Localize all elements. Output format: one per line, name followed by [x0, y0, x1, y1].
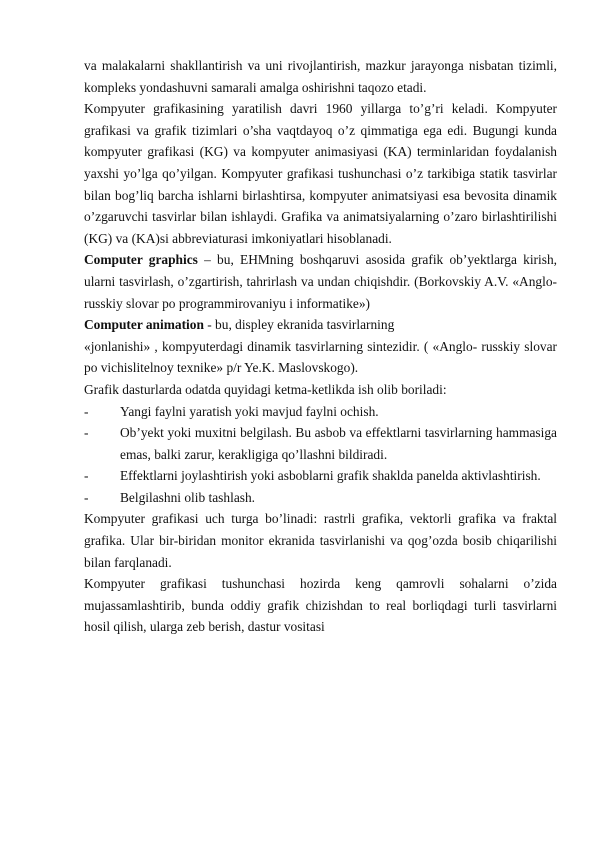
paragraph-computer-animation [84, 314, 557, 336]
term-computer-graphics: Computer graphics [84, 252, 198, 268]
paragraph-computer-graphics [84, 249, 557, 314]
list-item-text: Belgilashni olib tashlash. [120, 489, 256, 505]
list-item [84, 465, 557, 487]
list-item [84, 487, 557, 509]
bullet-marker: - [84, 468, 89, 484]
definition-computer-graphics: – bu, EHMning boshqaruvi asosida grafik ob’yektlarga kirish, ularni tasvirlash, o’zgartirish, tahrirlash va undan chiqishdir. (Borkovskiy A.V. «Anglo-russkiy slovar po programmirovaniyu i informatike») [84, 252, 557, 311]
term-computer-animation: Computer animation [84, 317, 204, 333]
paragraph-history: Kompyuter grafikasining yaratilish davri 1960 yillarga to’g’ri keladi. Kompyuter grafikasi va grafik tizimlari o’sha vaqtdayoq o’z qimmatiga ega edi. Bugungi kunda kompyuter grafikasi (KG) va kompyuter animasiyasi (KA) terminlaridan foydalanish yaxshi yo’lga qo’yilgan. Kompyuter grafikasi tushunchasi o’z tarkibiga statik tasvirlar bilan bog’liq barcha ishlarni birlashtirsa, kompyuter animatsiyasi esa bevosita dinamik o’zgaruvchi tasvirlar bilan ishlaydi. Grafika va animatsiyalarning o’zaro birlashtirilishi (KG) va (KA)si abbreviaturasi imkoniyatlari hisoblanadi. [84, 101, 557, 246]
list-item-text: Ob’yekt yoki muxitni belgilash. Bu asbob va effektlarni tasvirlarning hammasiga emas, balki zarur, kerakligiga qo’llashni bildiradi. [120, 425, 557, 462]
paragraph-graphics-scope: Kompyuter grafikasi tushunchasi hozirda keng qamrovli sohalarni o’zida mujassamlashtirib, bunda oddiy grafik chizishdan to real borliqdagi turli tasvirlarni hosil qilish, ularga zeb berish, dastur vositasi [84, 576, 557, 635]
list-item [84, 422, 557, 465]
list-item-text: Yangi faylni yaratish yoki mavjud faylni ochish. [120, 403, 379, 419]
paragraph-animation-continued: «jonlanishi» , kompyuterdagi dinamik tasvirlarning sintezidir. ( «Anglo- russkiy slovar po vichislitelnoy texnike» p/r Ye.K. Maslovskogo). [84, 338, 557, 376]
bullet-marker: - [84, 403, 89, 419]
definition-computer-animation: - bu, displey ekranida tasvirlarning [203, 317, 395, 333]
paragraph-workflow-intro: Grafik dasturlarda odatda quyidagi ketma-ketlikda ish olib boriladi: [84, 381, 447, 397]
paragraph-graphics-types: Kompyuter grafikasi uch turga bo’linadi: rastrli grafika, vektorli grafika va fraktal grafika. Ular bir-biridan monitor ekranida tasvirlanishi va qog’ozda bosib chiqarilishi bilan farqlanadi. [84, 511, 557, 570]
list-item [84, 401, 557, 423]
bullet-marker: - [84, 425, 89, 441]
bullet-marker: - [84, 489, 89, 505]
document-body [84, 55, 557, 638]
paragraph-intro: va malakalarni shakllantirish va uni rivojlantirish, mazkur jarayonga nisbatan tizimli, kompleks yondashuvni samarali amalga oshirishni taqozo etadi. [84, 58, 557, 95]
list-item-text: Effektlarni joylashtirish yoki asboblarni grafik shaklda panelda aktivlashtirish. [120, 468, 541, 484]
